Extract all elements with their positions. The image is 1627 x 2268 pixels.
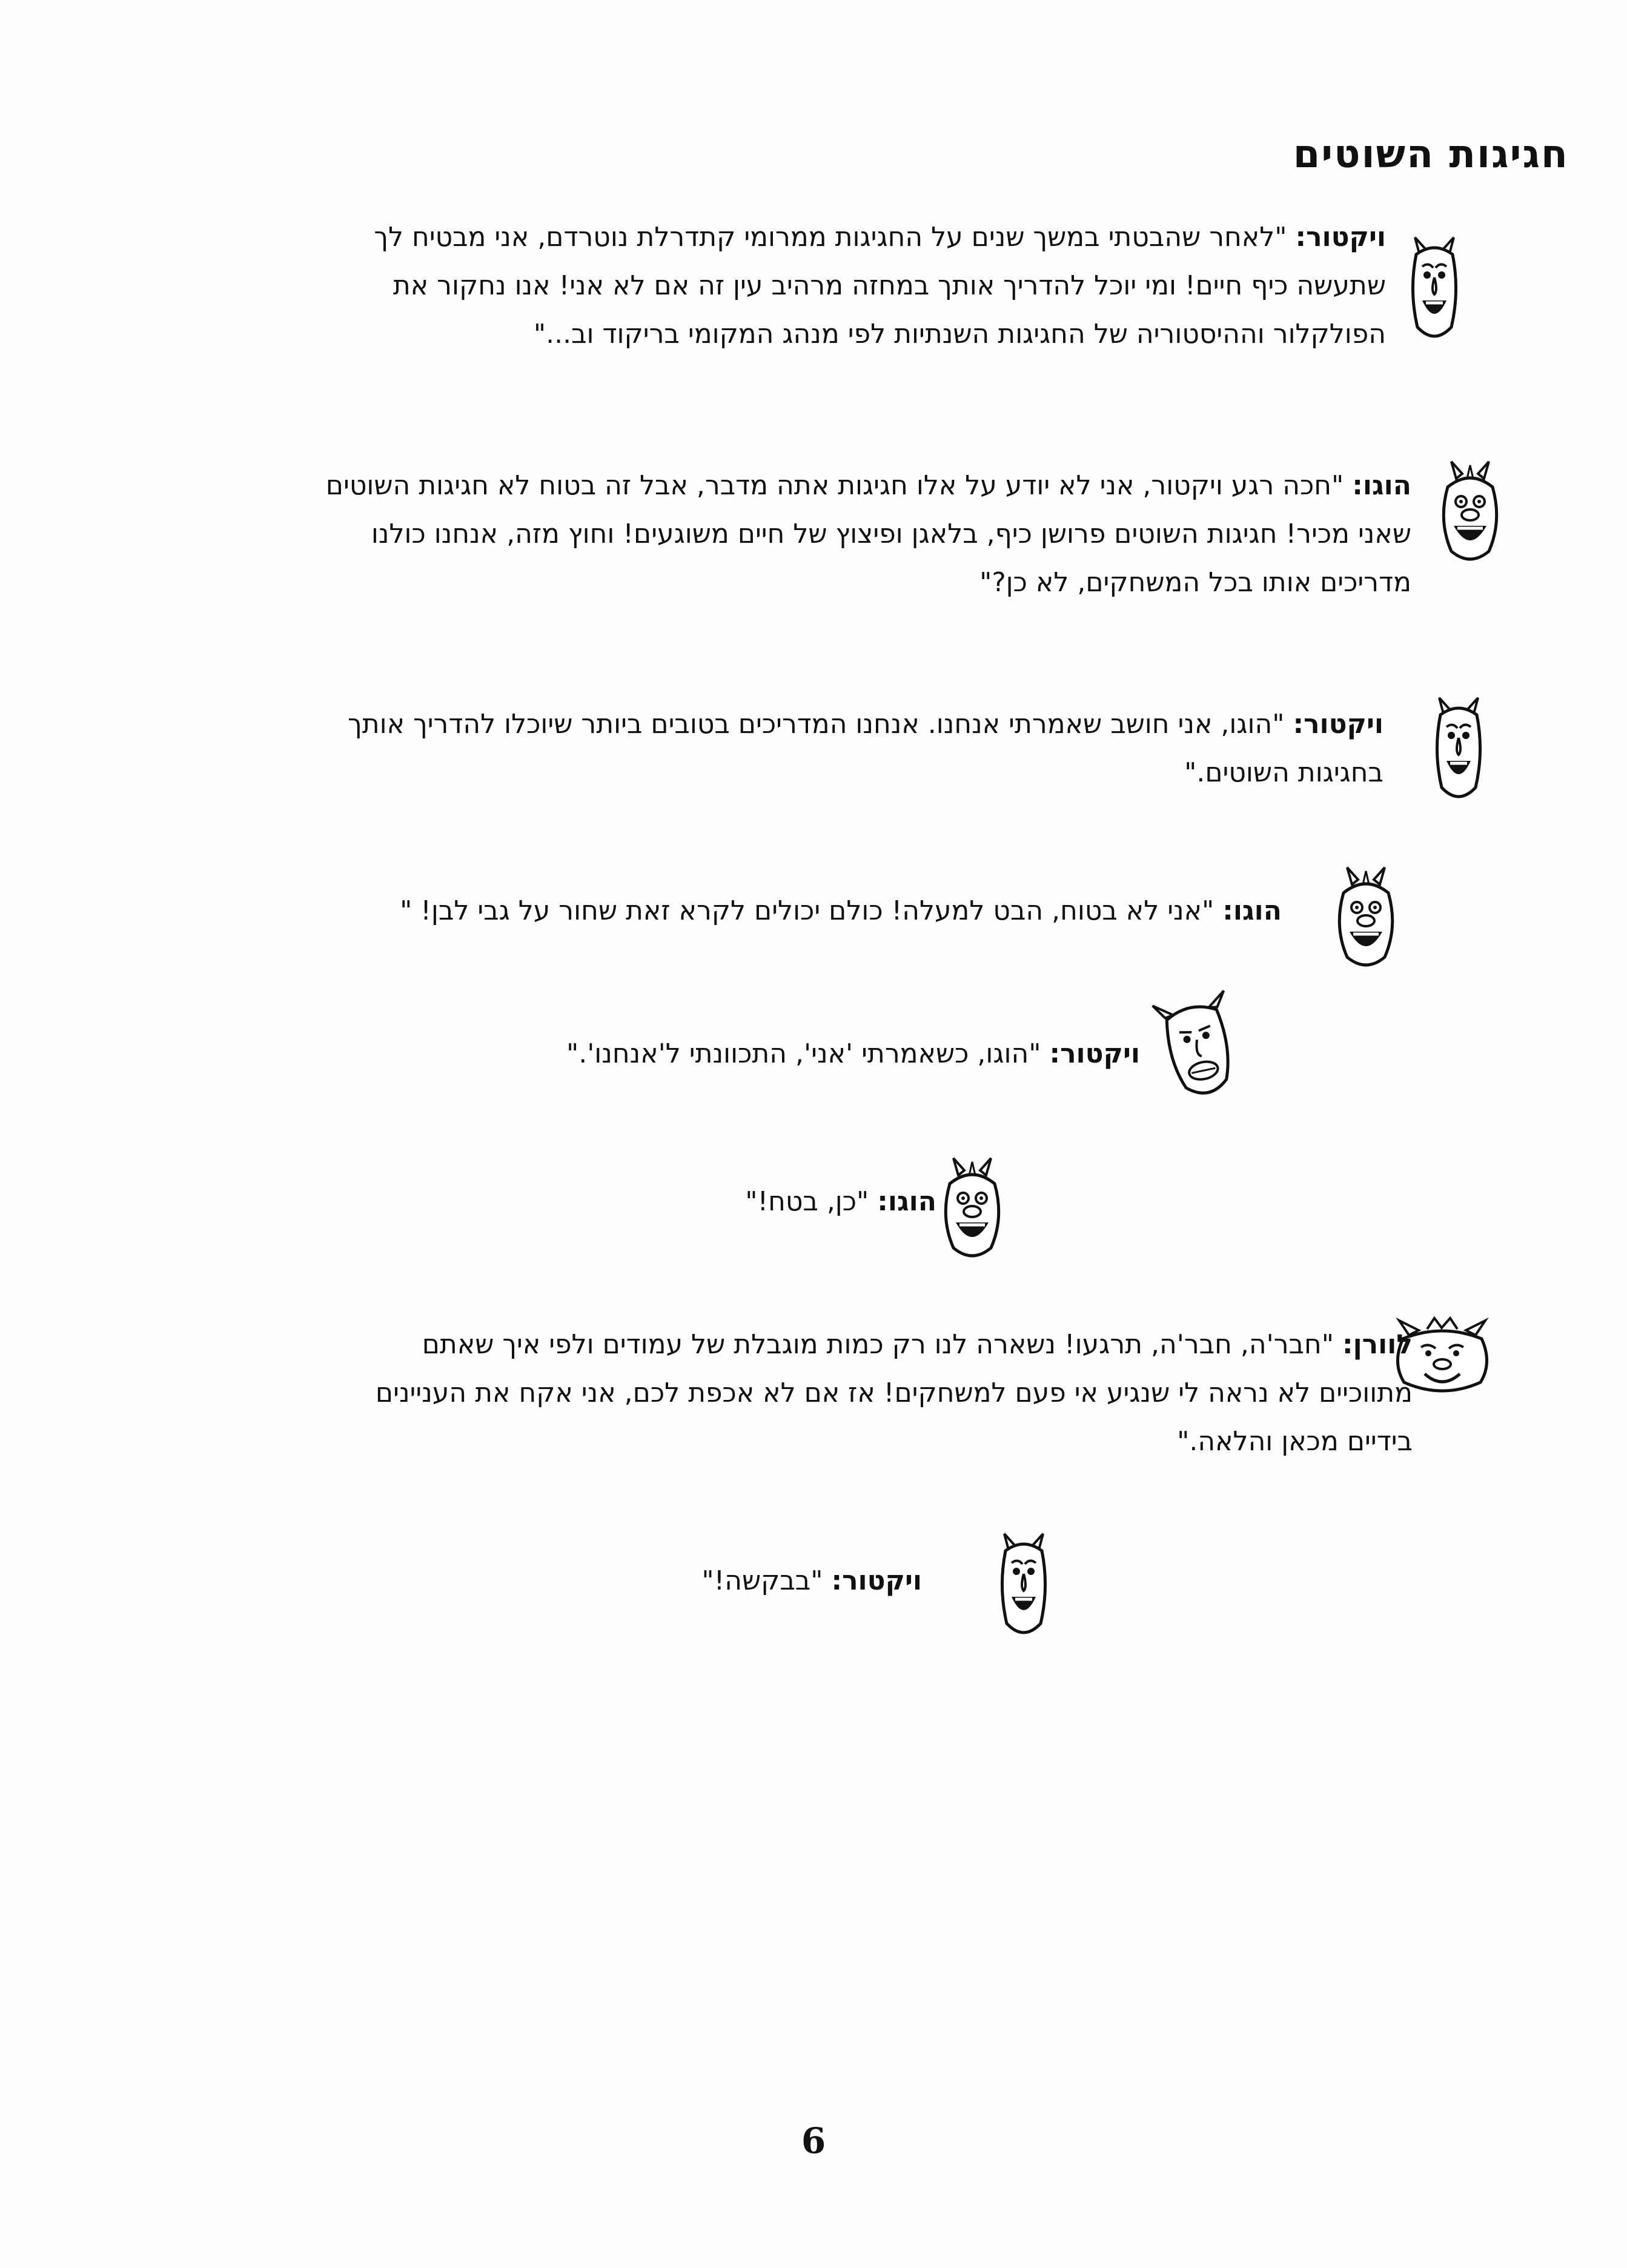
dialog-line: מדריכים אותו בכל המשחקים, לא כן?" [979, 567, 1411, 598]
dialog-line [400, 887, 1282, 935]
hugo-face-icon [1437, 460, 1503, 569]
dialog-victor [374, 213, 1386, 359]
page-number: 6 [801, 2120, 826, 2161]
dialog-text: "כן, בטח!" [745, 1186, 869, 1217]
dialog-victor [701, 1557, 922, 1605]
speaker-name: ויקטור: [1295, 222, 1386, 253]
speaker-name: לוורן: [1342, 1329, 1413, 1360]
dialog-line [376, 1321, 1413, 1369]
dialog-line [745, 1178, 936, 1226]
victor-face-icon [993, 1520, 1054, 1654]
dialog-text: "הוגו, כשאמרתי 'אני', התכוונתי ל'אנחנו'." [566, 1038, 1041, 1069]
dialog-line: שתעשה כיף חיים! ומי יוכל להדריך אותך במחזה מרהיב עין זה אם לא אני! אנו נחקור את [393, 270, 1386, 301]
dialog-line: הפולקלור וההיסטוריה של החגיגות השנתיות לפי מנהג המקומי בריקוד וב..." [533, 319, 1386, 350]
dialog-line [348, 700, 1383, 749]
dialog-laverne [376, 1321, 1413, 1466]
dialog-hugo [400, 887, 1282, 935]
dialog-hugo [326, 462, 1411, 607]
speaker-name: ויקטור: [1293, 709, 1383, 740]
speaker-name: הוגו: [1352, 470, 1411, 501]
dialog-text: "אני לא בטוח, הבט למעלה! כולם יכולים לקרא זאת שחור על גבי לבן! " [400, 895, 1214, 926]
hugo-face-icon [939, 1157, 1006, 1266]
dialog-line: בידיים מכאן והלאה." [1177, 1426, 1413, 1457]
victor-face-icon [1428, 685, 1489, 818]
dialog-line: מתווכיים לא נראה לי שנגיע אי פעם למשחקים! אז אם לא אכפת לכם, אני אקח את העניינים [375, 1378, 1413, 1408]
dialog-line [326, 462, 1411, 510]
dialog-text: "הוגו, אני חושב שאמרתי אנחנו. אנחנו המדריכים בטובים ביותר שיוכלו להדריך אותך [348, 709, 1285, 740]
speaker-name: הוגו: [1222, 895, 1282, 926]
dialog-text: "חכה רגע ויקטור, אני לא יודע על אלו חגיגות אתה מדבר, אבל זה בטוח לא חגיגות השוטים [325, 470, 1344, 501]
dialog-line [374, 213, 1386, 262]
dialog-victor [348, 700, 1383, 797]
speaker-name: ויקטור: [1049, 1038, 1140, 1069]
dialog-line [701, 1557, 922, 1605]
victor-face-icon [1404, 224, 1465, 357]
dialog-line [566, 1030, 1140, 1078]
hugo-face-icon [1333, 866, 1399, 975]
speaker-name: ויקטור: [831, 1565, 922, 1596]
dialog-line: בחגיגות השוטים." [1184, 757, 1383, 788]
dialog-hugo [745, 1178, 936, 1226]
dialog-text: "חבר'ה, חבר'ה, תרגעו! נשארה לנו רק כמות מוגבלת של עמודים ולפי איך שאתם [422, 1329, 1334, 1360]
speaker-name: הוגו: [877, 1186, 936, 1217]
victor-face-icon [1157, 993, 1242, 1109]
dialog-line: שאני מכיר! חגיגות השוטים פרושן כיף, בלאגן ופיצוץ של חיים משוגעים! וחוץ מזה, אנחנו כולנו [371, 519, 1411, 549]
page-title: חגיגות השוטים [1293, 132, 1569, 177]
dialog-victor [566, 1030, 1140, 1078]
dialog-text: "לאחר שהבטתי במשך שנים על החגיגות ממרומי קתדרלת נוטרדם, אני מבטיח לך [374, 222, 1287, 253]
dialog-text: "בבקשה!" [701, 1565, 823, 1596]
